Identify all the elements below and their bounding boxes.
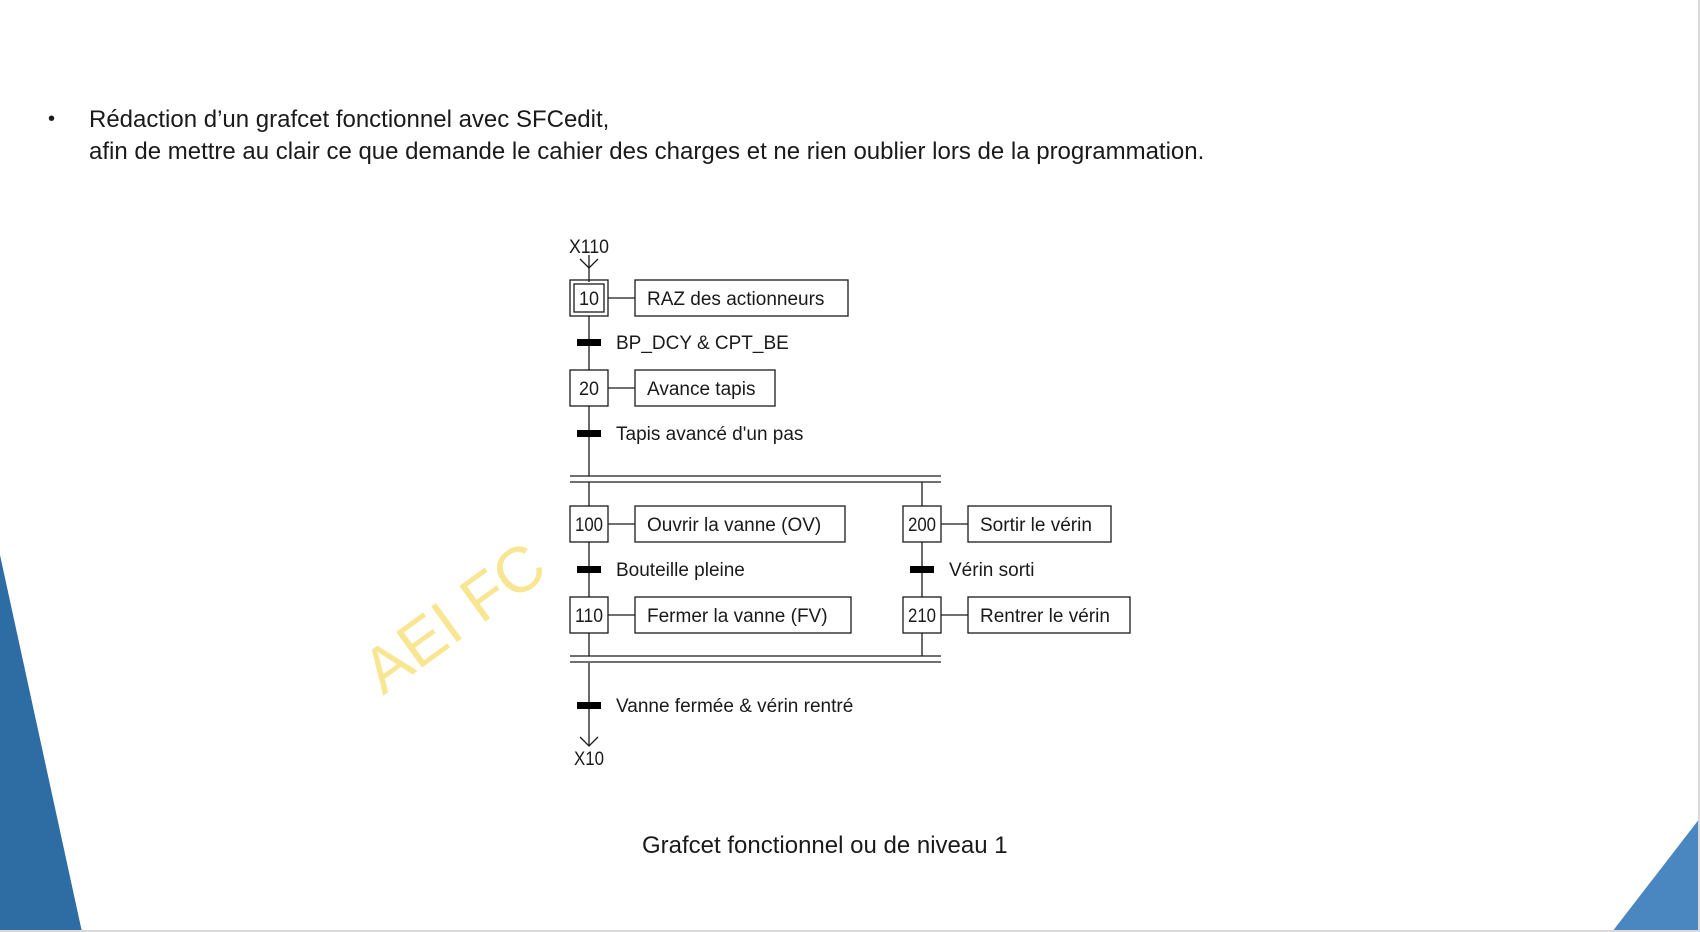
transition-bar-2 bbox=[577, 430, 601, 437]
step-200-label: 200 bbox=[908, 515, 936, 536]
transition-label-3: Bouteille pleine bbox=[616, 560, 745, 581]
bullet-marker: • bbox=[48, 108, 56, 130]
step-20-label: 20 bbox=[579, 379, 599, 400]
action-text-210: Rentrer le vérin bbox=[980, 606, 1110, 627]
bullet-line-1: Rédaction d’un grafcet fonctionnel avec SFCedit, bbox=[89, 106, 610, 133]
action-text-100: Ouvrir la vanne (OV) bbox=[647, 515, 822, 536]
transition-bar-4 bbox=[910, 566, 934, 573]
transition-label-5: Vanne fermée & vérin rentré bbox=[616, 696, 854, 717]
transition-bar-3 bbox=[577, 566, 601, 573]
entry-ref-label: X110 bbox=[569, 237, 609, 258]
transition-bar-1 bbox=[577, 339, 601, 346]
step-110-label: 110 bbox=[575, 606, 603, 627]
step-100-label: 100 bbox=[575, 515, 603, 536]
bullet-line-2: afin de mettre au clair ce que demande le cahier des charges et ne rien oublier lors de la programmation. bbox=[89, 138, 1205, 165]
action-text-110: Fermer la vanne (FV) bbox=[647, 606, 828, 627]
watermark-text: AEI FC bbox=[349, 527, 559, 708]
transition-label-1: BP_DCY & CPT_BE bbox=[616, 333, 789, 354]
diagram-caption: Grafcet fonctionnel ou de niveau 1 bbox=[642, 832, 1008, 859]
step-10-label: 10 bbox=[579, 289, 599, 310]
action-text-10: RAZ des actionneurs bbox=[647, 289, 825, 310]
step-210-label: 210 bbox=[908, 606, 936, 627]
transition-bar-5 bbox=[577, 702, 601, 709]
exit-ref-label: X10 bbox=[574, 749, 604, 770]
transition-label-2: Tapis avancé d'un pas bbox=[616, 424, 804, 445]
action-text-20: Avance tapis bbox=[647, 379, 756, 400]
transition-label-4: Vérin sorti bbox=[949, 560, 1035, 581]
action-text-200: Sortir le vérin bbox=[980, 515, 1092, 536]
